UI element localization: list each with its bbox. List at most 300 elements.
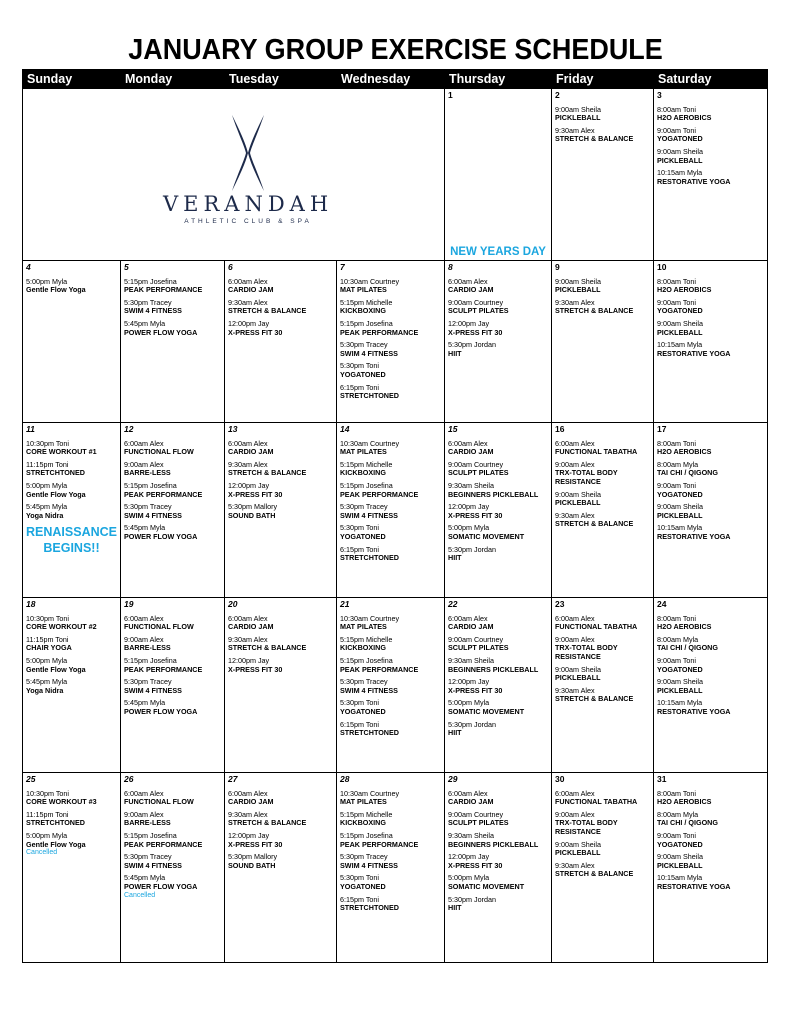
class-name: CARDIO JAM <box>448 447 494 457</box>
class-name: POWER FLOW YOGA <box>124 327 198 337</box>
class-time-instructor: 9:30am Alex <box>555 125 595 135</box>
class-entry <box>448 341 548 358</box>
class-entry <box>657 874 764 891</box>
date-number: 19 <box>124 599 134 609</box>
class-time-instructor: 9:00am Sheila <box>555 489 601 499</box>
class-name: STRETCH & BALANCE <box>228 306 307 316</box>
class-time-instructor: 6:15pm Toni <box>340 894 380 904</box>
class-name: YOGATONED <box>657 134 703 144</box>
class-entry <box>448 503 548 520</box>
class-time-instructor: 8:00am Myla <box>657 634 699 644</box>
class-name: Gentle Flow Yoga <box>26 489 86 499</box>
class-name: X-PRESS FIT 30 <box>228 489 283 499</box>
class-name: HIIT <box>448 903 462 913</box>
class-time-instructor: 9:30am Sheila <box>448 480 494 490</box>
date-number: 21 <box>340 599 350 609</box>
class-time-instructor: 9:00am Sheila <box>555 104 601 114</box>
class-entry <box>228 811 333 828</box>
class-name: Gentle Flow Yoga <box>26 839 86 849</box>
class-time-instructor: 6:15pm Toni <box>340 719 380 729</box>
day-cell <box>225 773 337 963</box>
class-entry <box>448 896 548 913</box>
class-time-instructor: 6:00am Alex <box>555 613 595 623</box>
day-header-sunday: Sunday <box>23 70 121 89</box>
class-name: H2O AEROBICS <box>657 622 712 632</box>
class-name: TRX-TOTAL BODY RESISTANCE <box>555 643 618 661</box>
class-entry <box>340 341 441 358</box>
class-name: STRETCH & BALANCE <box>555 306 634 316</box>
class-name: PEAK PERFORMANCE <box>340 489 419 499</box>
class-name: X-PRESS FIT 30 <box>448 860 503 870</box>
class-entry <box>555 278 650 295</box>
class-entry <box>340 811 441 828</box>
class-time-instructor: 10:30pm Toni <box>26 613 70 623</box>
class-entry <box>228 615 333 632</box>
week-row <box>23 773 768 963</box>
class-entry <box>657 832 764 849</box>
class-time-instructor: 6:15pm Toni <box>340 382 380 392</box>
class-name: SWIM 4 FITNESS <box>124 306 182 316</box>
class-name: RESTORATIVE YOGA <box>657 881 731 891</box>
class-time-instructor: 9:30am Sheila <box>448 655 494 665</box>
class-entry <box>657 699 764 716</box>
class-entry <box>657 657 764 674</box>
class-time-instructor: 9:00am Courtney <box>448 459 504 469</box>
class-entry <box>448 678 548 695</box>
class-name: YOGATONED <box>340 881 386 891</box>
class-time-instructor: 5:15pm Josefina <box>124 655 177 665</box>
class-time-instructor: 10:30am Courtney <box>340 438 400 448</box>
class-name: STRETCHTONED <box>340 553 399 563</box>
class-name: MAT PILATES <box>340 285 387 295</box>
class-time-instructor: 9:00am Sheila <box>657 318 703 328</box>
class-name: STRETCH & BALANCE <box>555 869 634 879</box>
class-name: SWIM 4 FITNESS <box>124 860 182 870</box>
class-name: STRETCH & BALANCE <box>228 468 307 478</box>
class-entry <box>555 491 650 508</box>
class-name: CARDIO JAM <box>448 622 494 632</box>
class-entry <box>124 482 221 499</box>
class-time-instructor: 8:00am Toni <box>657 104 697 114</box>
class-name: MAT PILATES <box>340 797 387 807</box>
class-time-instructor: 6:00am Alex <box>124 613 164 623</box>
class-entry <box>340 320 441 337</box>
class-name: STRETCH & BALANCE <box>555 519 634 529</box>
class-time-instructor: 10:15am Myla <box>657 340 703 350</box>
class-name: YOGATONED <box>657 664 703 674</box>
day-cell <box>654 89 768 261</box>
class-entry <box>228 461 333 478</box>
class-entry <box>555 512 650 529</box>
class-name: SWIM 4 FITNESS <box>340 685 398 695</box>
class-entry <box>228 853 333 870</box>
page-title: JANUARY GROUP EXERCISE SCHEDULE <box>128 34 663 66</box>
class-entry <box>657 278 764 295</box>
class-time-instructor: 10:30am Courtney <box>340 788 400 798</box>
class-entry <box>657 811 764 828</box>
class-time-instructor: 12:00pm Jay <box>448 677 490 687</box>
class-entry <box>448 546 548 563</box>
class-name: H2O AEROBICS <box>657 447 712 457</box>
class-name: H2O AEROBICS <box>657 113 712 123</box>
class-time-instructor: 10:30pm Toni <box>26 438 70 448</box>
class-name: CARDIO JAM <box>448 797 494 807</box>
class-entry <box>340 699 441 716</box>
class-name: STRETCHTONED <box>26 468 85 478</box>
verandah-x-icon <box>228 113 268 193</box>
class-time-instructor: 12:00pm Jay <box>228 480 270 490</box>
class-entry <box>228 503 333 520</box>
day-cell <box>337 598 445 773</box>
class-time-instructor: 6:00am Alex <box>124 438 164 448</box>
week-row <box>23 89 768 261</box>
class-name: RESTORATIVE YOGA <box>657 531 731 541</box>
day-header-friday: Friday <box>552 70 654 89</box>
class-time-instructor: 5:30pm Tracey <box>340 677 388 687</box>
class-entry <box>26 790 117 807</box>
class-time-instructor: 8:00am Myla <box>657 459 699 469</box>
class-time-instructor: 6:00am Alex <box>448 788 488 798</box>
class-time-instructor: 6:00am Alex <box>228 613 268 623</box>
class-entry <box>26 278 117 295</box>
class-entry <box>657 615 764 632</box>
class-name: PEAK PERFORMANCE <box>124 839 203 849</box>
class-time-instructor: 9:00am Courtney <box>448 297 504 307</box>
class-time-instructor: 5:30pm Mallory <box>228 852 278 862</box>
class-entry <box>124 678 221 695</box>
class-entry <box>26 615 117 632</box>
class-entry <box>340 384 441 401</box>
class-time-instructor: 6:00am Alex <box>555 788 595 798</box>
date-number: 23 <box>555 599 565 609</box>
class-time-instructor: 11:15pm Toni <box>26 809 69 819</box>
class-entry <box>657 320 764 337</box>
class-time-instructor: 10:30am Courtney <box>340 613 400 623</box>
class-time-instructor: 5:15pm Josefina <box>124 276 177 286</box>
class-name: PEAK PERFORMANCE <box>340 327 419 337</box>
class-entry <box>124 874 221 900</box>
class-entry <box>340 874 441 891</box>
class-entry <box>124 440 221 457</box>
class-time-instructor: 9:30am Alex <box>555 860 595 870</box>
class-name: SCULPT PILATES <box>448 818 509 828</box>
class-time-instructor: 5:30pm Tracey <box>340 340 388 350</box>
class-name: FUNCTIONAL FLOW <box>124 797 194 807</box>
day-cell <box>23 423 121 598</box>
class-name: PICKLEBALL <box>555 848 601 858</box>
class-name: KICKBOXING <box>340 818 386 828</box>
renaissance-note: RENAISSANCE BEGINS!! <box>26 525 117 556</box>
class-entry <box>555 636 650 662</box>
class-name: YOGATONED <box>340 706 386 716</box>
class-name: PEAK PERFORMANCE <box>124 664 203 674</box>
class-time-instructor: 6:00am Alex <box>448 613 488 623</box>
class-name: FUNCTIONAL TABATHA <box>555 797 638 807</box>
class-entry <box>228 278 333 295</box>
day-cell <box>121 598 225 773</box>
day-cell <box>445 89 552 261</box>
class-name: MAT PILATES <box>340 447 387 457</box>
class-time-instructor: 9:00am Alex <box>555 634 595 644</box>
class-time-instructor: 10:15am Myla <box>657 698 703 708</box>
date-number: 18 <box>26 599 36 609</box>
day-cell <box>121 423 225 598</box>
class-entry <box>448 811 548 828</box>
class-entry <box>228 790 333 807</box>
verandah-logo <box>163 113 333 263</box>
class-entry <box>657 853 764 870</box>
class-time-instructor: 5:15pm Michelle <box>340 459 393 469</box>
class-name: CARDIO JAM <box>228 285 274 295</box>
class-time-instructor: 5:00pm Myla <box>26 276 68 286</box>
date-number: 2 <box>555 90 560 100</box>
day-cell <box>121 261 225 423</box>
class-entry <box>555 687 650 704</box>
class-entry <box>340 546 441 563</box>
class-name: SWIM 4 FITNESS <box>340 348 398 358</box>
class-time-instructor: 5:15pm Josefina <box>340 318 393 328</box>
class-name: PICKLEBALL <box>657 155 703 165</box>
class-entry <box>228 657 333 674</box>
class-entry <box>124 320 221 337</box>
class-time-instructor: 9:00am Toni <box>657 125 697 135</box>
class-name: Gentle Flow Yoga <box>26 664 86 674</box>
class-name: SOUND BATH <box>228 860 276 870</box>
date-number: 16 <box>555 424 565 434</box>
class-time-instructor: 5:30pm Tracey <box>124 852 172 862</box>
class-name: RESTORATIVE YOGA <box>657 348 731 358</box>
class-time-instructor: 9:00am Sheila <box>657 146 703 156</box>
class-time-instructor: 9:00am Alex <box>124 809 164 819</box>
class-time-instructor: 6:00am Alex <box>228 788 268 798</box>
class-name: X-PRESS FIT 30 <box>228 664 283 674</box>
week-row <box>23 261 768 423</box>
class-entry <box>340 482 441 499</box>
class-entry <box>228 299 333 316</box>
class-time-instructor: 8:00am Toni <box>657 613 697 623</box>
class-entry <box>555 666 650 683</box>
class-time-instructor: 6:00am Alex <box>448 438 488 448</box>
class-time-instructor: 9:30am Sheila <box>448 830 494 840</box>
date-number: 25 <box>26 774 36 784</box>
day-cell <box>445 261 552 423</box>
class-time-instructor: 9:00am Courtney <box>448 809 504 819</box>
class-name: PICKLEBALL <box>555 498 601 508</box>
class-time-instructor: 10:15am Myla <box>657 523 703 533</box>
class-name: POWER FLOW YOGA <box>124 881 198 891</box>
class-time-instructor: 9:30am Alex <box>228 459 268 469</box>
class-time-instructor: 9:00am Toni <box>657 297 697 307</box>
class-entry <box>340 299 441 316</box>
class-time-instructor: 5:45pm Myla <box>26 502 68 512</box>
class-name: YOGATONED <box>657 839 703 849</box>
class-entry <box>26 811 117 828</box>
class-entry <box>555 299 650 316</box>
class-name: Yoga Nidra <box>26 685 64 695</box>
class-name: CARDIO JAM <box>448 285 494 295</box>
class-time-instructor: 5:45pm Myla <box>124 318 166 328</box>
week-row <box>23 423 768 598</box>
class-entry <box>448 278 548 295</box>
class-entry <box>448 657 548 674</box>
class-name: X-PRESS FIT 30 <box>228 327 283 337</box>
class-entry <box>340 278 441 295</box>
class-time-instructor: 12:00pm Jay <box>228 318 270 328</box>
class-name: STRETCHTONED <box>340 391 399 401</box>
class-time-instructor: 5:15pm Josefina <box>124 480 177 490</box>
class-name: CARDIO JAM <box>228 447 274 457</box>
class-time-instructor: 9:00am Alex <box>555 809 595 819</box>
date-number: 20 <box>228 599 238 609</box>
class-time-instructor: 5:30pm Tracey <box>124 677 172 687</box>
class-name: STRETCH & BALANCE <box>555 694 634 704</box>
class-name: CARDIO JAM <box>228 797 274 807</box>
class-entry <box>657 461 764 478</box>
class-time-instructor: 5:30pm Tracey <box>124 502 172 512</box>
week-row <box>23 598 768 773</box>
class-entry <box>340 896 441 913</box>
class-name: SCULPT PILATES <box>448 306 509 316</box>
class-time-instructor: 5:45pm Myla <box>124 873 166 883</box>
class-name: PICKLEBALL <box>657 685 703 695</box>
day-header-monday: Monday <box>121 70 225 89</box>
class-entry <box>657 503 764 520</box>
class-time-instructor: 5:15pm Josefina <box>340 830 393 840</box>
class-name: CARDIO JAM <box>228 622 274 632</box>
class-name: H2O AEROBICS <box>657 797 712 807</box>
date-number: 13 <box>228 424 238 434</box>
class-entry <box>448 790 548 807</box>
day-cell <box>225 598 337 773</box>
class-time-instructor: 9:00am Sheila <box>657 677 703 687</box>
class-time-instructor: 5:00pm Myla <box>26 830 68 840</box>
class-name: YOGATONED <box>340 531 386 541</box>
class-entry <box>340 461 441 478</box>
class-entry <box>448 853 548 870</box>
class-time-instructor: 10:15am Myla <box>657 168 703 178</box>
class-name: PICKLEBALL <box>555 673 601 683</box>
class-entry <box>555 841 650 858</box>
class-entry <box>555 440 650 457</box>
class-name: STRETCH & BALANCE <box>228 818 307 828</box>
class-time-instructor: 6:00am Alex <box>555 438 595 448</box>
class-name: H2O AEROBICS <box>657 285 712 295</box>
date-number: 5 <box>124 262 129 272</box>
class-time-instructor: 5:15pm Michelle <box>340 297 393 307</box>
class-entry <box>555 106 650 123</box>
class-name: FUNCTIONAL FLOW <box>124 447 194 457</box>
day-cell <box>337 773 445 963</box>
class-time-instructor: 9:30am Alex <box>228 809 268 819</box>
class-entry <box>124 657 221 674</box>
class-entry <box>448 482 548 499</box>
class-time-instructor: 11:15pm Toni <box>26 634 69 644</box>
class-time-instructor: 9:00am Sheila <box>555 276 601 286</box>
class-entry <box>26 482 117 499</box>
logo-subtitle: ATHLETIC CLUB & SPA <box>184 218 312 226</box>
class-time-instructor: 11:15pm Toni <box>26 459 69 469</box>
class-time-instructor: 5:30pm Mallory <box>228 502 278 512</box>
date-number: 4 <box>26 262 31 272</box>
class-time-instructor: 8:00am Toni <box>657 438 697 448</box>
day-cell <box>654 423 768 598</box>
class-time-instructor: 9:00am Courtney <box>448 634 504 644</box>
class-entry <box>448 440 548 457</box>
class-name: KICKBOXING <box>340 643 386 653</box>
class-name: CORE WORKOUT #3 <box>26 797 97 807</box>
class-name: BARRE-LESS <box>124 468 171 478</box>
date-number: 17 <box>657 424 667 434</box>
class-name: RESTORATIVE YOGA <box>657 176 731 186</box>
class-entry <box>26 503 117 520</box>
class-time-instructor: 12:00pm Jay <box>228 830 270 840</box>
class-time-instructor: 5:15pm Michelle <box>340 634 393 644</box>
class-entry <box>657 148 764 165</box>
class-entry <box>657 440 764 457</box>
class-name: X-PRESS FIT 30 <box>448 510 503 520</box>
class-entry <box>26 636 117 653</box>
class-name: FUNCTIONAL TABATHA <box>555 447 638 457</box>
class-entry <box>124 853 221 870</box>
class-time-instructor: 9:30am Alex <box>555 297 595 307</box>
logo-brand: VERANDAH <box>163 191 334 216</box>
class-entry <box>448 524 548 541</box>
class-name: CHAIR YOGA <box>26 643 72 653</box>
class-entry <box>555 862 650 879</box>
class-time-instructor: 6:00am Alex <box>228 438 268 448</box>
class-name: RESTORATIVE YOGA <box>657 706 731 716</box>
class-time-instructor: 5:15pm Josefina <box>340 655 393 665</box>
class-name: X-PRESS FIT 30 <box>448 327 503 337</box>
class-entry <box>26 657 117 674</box>
class-entry <box>340 524 441 541</box>
class-entry <box>228 440 333 457</box>
class-time-instructor: 12:00pm Jay <box>448 502 490 512</box>
schedule-table <box>22 69 768 963</box>
class-time-instructor: 9:30am Alex <box>228 297 268 307</box>
class-entry <box>657 678 764 695</box>
day-header-tuesday: Tuesday <box>225 70 337 89</box>
class-time-instructor: 5:30pm Tracey <box>340 502 388 512</box>
class-name: HIIT <box>448 728 462 738</box>
date-number: 10 <box>657 262 667 272</box>
class-entry <box>124 790 221 807</box>
class-name: FUNCTIONAL TABATHA <box>555 622 638 632</box>
class-name: BARRE-LESS <box>124 643 171 653</box>
class-name: PICKLEBALL <box>555 285 601 295</box>
class-entry <box>555 461 650 487</box>
day-cell <box>552 89 654 261</box>
day-cell <box>445 773 552 963</box>
class-name: TAI CHI / QIGONG <box>657 818 718 828</box>
class-name: YOGATONED <box>657 489 703 499</box>
class-time-instructor: 5:30pm Tracey <box>124 297 172 307</box>
class-time-instructor: 9:00am Sheila <box>555 664 601 674</box>
date-number: 8 <box>448 262 453 272</box>
class-entry <box>555 615 650 632</box>
date-number: 29 <box>448 774 458 784</box>
date-number: 1 <box>448 90 453 100</box>
class-name: MAT PILATES <box>340 622 387 632</box>
class-entry <box>340 503 441 520</box>
class-time-instructor: 5:30pm Tracey <box>340 852 388 862</box>
class-name: POWER FLOW YOGA <box>124 531 198 541</box>
class-entry <box>448 615 548 632</box>
class-time-instructor: 5:30pm Jordan <box>448 894 496 904</box>
class-entry <box>26 678 117 695</box>
class-name: PICKLEBALL <box>657 860 703 870</box>
class-entry <box>124 524 221 541</box>
